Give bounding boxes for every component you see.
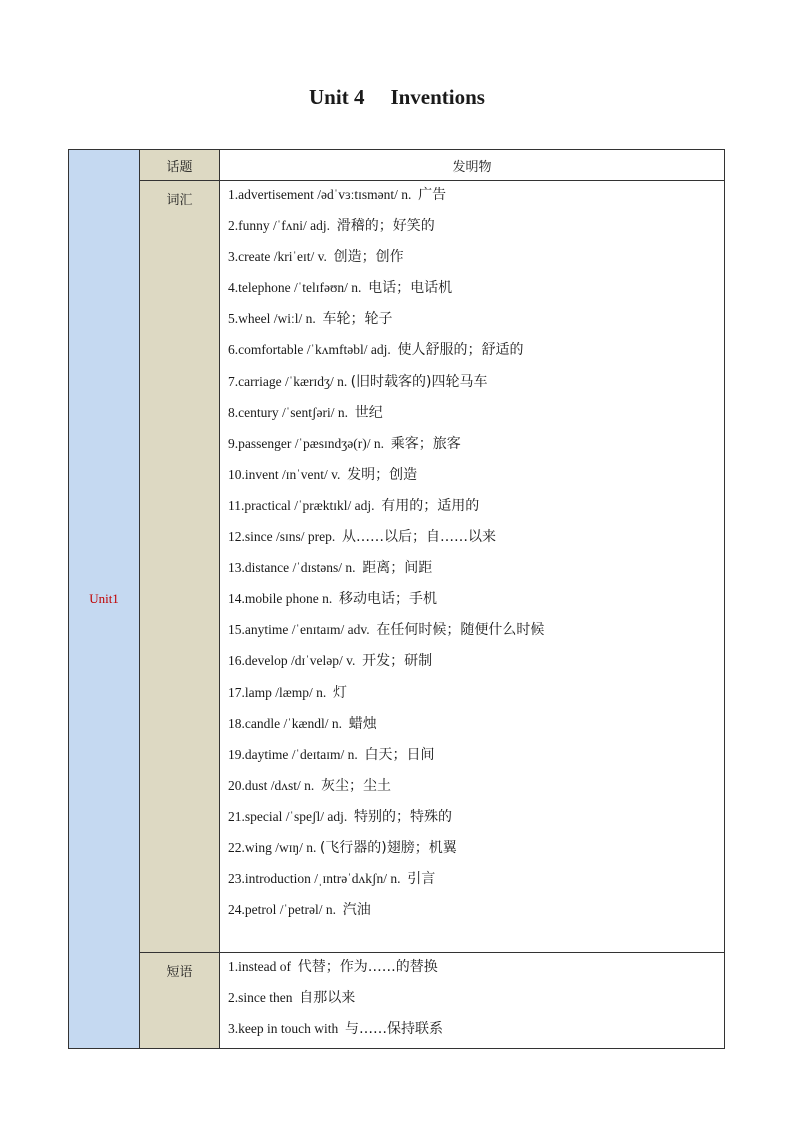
list-item: 1.instead of 代替；作为……的替换 (228, 959, 438, 975)
page-title (0, 85, 794, 110)
list-item: 2.since then 自那以来 (228, 990, 356, 1006)
list-item: 24.petrol /ˈpetrəl/ n. 汽油 (228, 902, 371, 919)
list-item: 13.distance /ˈdɪstəns/ n. 距离；间距 (228, 560, 433, 577)
list-item: 4.telephone /ˈtelɪfəʊn/ n. 电话；电话机 (228, 280, 453, 297)
list-item: 3.create /kriˈeɪt/ v. 创造；创作 (228, 249, 404, 266)
list-item: 19.daytime /ˈdeɪtaɪm/ n. 白天；日间 (228, 746, 435, 763)
title-unit: Unit 4 (309, 85, 365, 109)
list-item: 22.wing /wɪŋ/ n. (飞行器的)翅膀；机翼 (228, 839, 457, 856)
vocab-label: 词汇 (166, 193, 193, 208)
list-item: 20.dust /dʌst/ n. 灰尘；尘土 (228, 777, 392, 794)
topic-value-cell (220, 150, 725, 181)
list-item: 21.special /ˈspeʃl/ adj. 特别的；特殊的 (228, 808, 452, 825)
topic-row (69, 150, 725, 181)
vocabulary-table (68, 149, 725, 1049)
vocab-row (69, 181, 725, 953)
list-item: 3.keep in touch with 与……保持联系 (228, 1021, 443, 1037)
list-item: 10.invent /ɪnˈvent/ v. 发明；创造 (228, 466, 418, 483)
phrase-list-cell (220, 953, 725, 1049)
phrase-label-cell (140, 953, 220, 1049)
list-item: 15.anytime /ˈenɪtaɪm/ adv. 在任何时候；随便什么时候 (228, 622, 545, 639)
list-item: 17.lamp /læmp/ n. 灯 (228, 684, 348, 701)
list-item: 9.passenger /ˈpæsɪndʒə(r)/ n. 乘客；旅客 (228, 435, 461, 452)
topic-label: 话题 (166, 159, 193, 175)
list-item: 18.candle /ˈkændl/ n. 蜡烛 (228, 715, 377, 732)
phrase-list (220, 953, 724, 1048)
unit-cell (69, 150, 140, 1049)
list-item: 2.funny /ˈfʌni/ adj. 滑稽的；好笑的 (228, 218, 435, 235)
topic-label-cell (140, 150, 220, 181)
list-item: 1.advertisement /ədˈvɜːtɪsmənt/ n. 广告 (228, 187, 447, 203)
list-item: 14.mobile phone n. 移动电话；手机 (228, 591, 437, 608)
list-item: 11.practical /ˈpræktɪkl/ adj. 有用的；适用的 (228, 497, 480, 514)
list-item: 6.comfortable /ˈkʌmftəbl/ adj. 使人舒服的；舒适的 (228, 342, 524, 359)
phrase-label: 短语 (166, 965, 193, 980)
vocab-list-cell (220, 181, 725, 953)
list-item: 16.develop /dɪˈveləp/ v. 开发；研制 (228, 653, 433, 670)
unit-label: Unit1 (89, 591, 119, 606)
vocab-label-cell (140, 181, 220, 953)
topic-value: 发明物 (452, 159, 492, 175)
title-name: Inventions (390, 85, 485, 109)
list-item: 7.carriage /ˈkærɪdʒ/ n. (旧时载客的)四轮马车 (228, 373, 488, 390)
phrase-row (69, 953, 725, 1049)
list-item: 12.since /sɪns/ prep. 从……以后；自……以来 (228, 529, 496, 546)
list-item: 23.introduction /ˌɪntrəˈdʌkʃn/ n. 引言 (228, 871, 436, 888)
vocab-list (220, 181, 724, 929)
list-item: 8.century /ˈsentʃəri/ n. 世纪 (228, 404, 383, 421)
list-item: 5.wheel /wiːl/ n. 车轮；轮子 (228, 311, 393, 328)
